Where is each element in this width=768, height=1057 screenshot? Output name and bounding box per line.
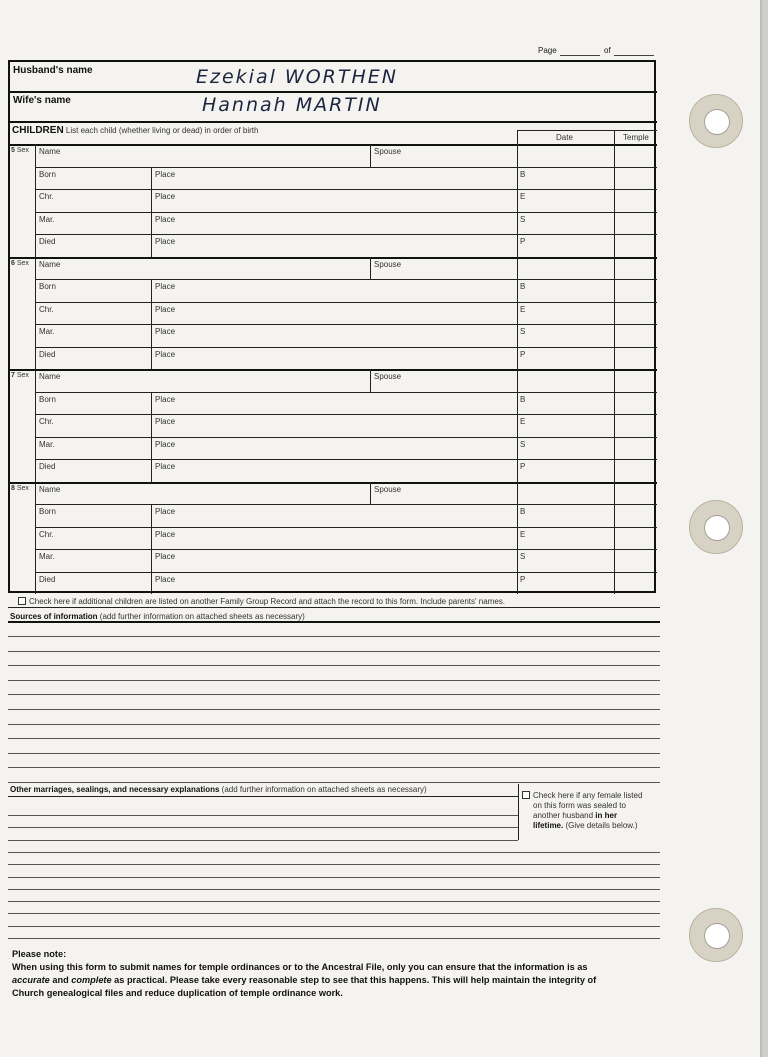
child-spouse-field[interactable] [370, 369, 517, 392]
ordinance-date-field[interactable] [517, 212, 614, 235]
event-place-field[interactable] [151, 527, 517, 550]
please-note [12, 948, 672, 1000]
date-col-left [517, 130, 518, 144]
event-label: Mar. [39, 214, 55, 224]
ordinance-temple-field[interactable] [614, 347, 657, 370]
event-place-label: Place [155, 304, 176, 314]
female-check-line4: (Give details below.) [565, 821, 638, 830]
event-place-field[interactable] [151, 302, 517, 325]
other-marriages-line [8, 889, 660, 890]
other-marriages-line [8, 926, 660, 927]
note-line2 [12, 974, 672, 987]
ordinance-code: B [520, 282, 526, 291]
ordinance-code: E [520, 417, 526, 426]
ordinance-code: E [520, 192, 526, 201]
event-place-label: Place [155, 394, 176, 404]
other-marriages-line [8, 901, 660, 902]
event-date-field[interactable] [35, 572, 151, 595]
event-place-label: Place [155, 169, 176, 179]
ordinance-temple-field[interactable] [614, 212, 657, 235]
event-date-field[interactable] [35, 549, 151, 572]
punch-hole-bottom [689, 908, 743, 962]
ordinance-date-field[interactable] [517, 549, 614, 572]
ordinance-date-field[interactable] [517, 459, 614, 482]
sources-top-rule [8, 621, 660, 623]
event-date-field[interactable] [35, 234, 151, 257]
punch-hole-middle [689, 500, 743, 554]
ordinance-code: B [520, 394, 526, 404]
female-check-line2: on this form was sealed to [533, 801, 626, 810]
other-marriages-line [8, 877, 660, 878]
other-marriages-line [8, 815, 518, 816]
ordinance-code: E [520, 529, 526, 539]
female-sealed-check[interactable] [522, 791, 642, 831]
event-label: Born [39, 394, 56, 404]
female-check-divider [518, 784, 519, 840]
sources-instruction: (add further information on attached sheets as necessary) [99, 612, 305, 621]
event-date-field[interactable] [35, 302, 151, 325]
child-sex-label: Sex [16, 372, 29, 379]
event-date-field[interactable] [35, 212, 151, 235]
ordinance-date-field[interactable] [517, 279, 614, 302]
additional-children-rule [8, 607, 660, 608]
child-spouse-label: Spouse [374, 484, 402, 494]
child-sex-label: Sex [16, 259, 29, 267]
event-place-field[interactable] [151, 437, 517, 460]
event-place-label: Place [155, 439, 176, 449]
child-spouse-field[interactable] [370, 144, 517, 167]
child-number-sex [11, 147, 29, 154]
child-sex-label: Sex [16, 147, 29, 154]
child-name-label: Name [39, 147, 61, 156]
punch-hole-top [689, 94, 743, 148]
event-place-field[interactable] [151, 549, 517, 572]
sources-line [8, 694, 660, 695]
note-complete: complete [71, 975, 112, 985]
event-place-field[interactable] [151, 392, 517, 415]
ordinance-code: B [520, 169, 526, 179]
other-marriages-line [8, 864, 660, 865]
event-label: Mar. [39, 552, 55, 561]
ordinance-temple-field[interactable] [614, 279, 657, 302]
sources-line [8, 724, 660, 725]
female-check-line3-bold: in her [595, 811, 618, 820]
event-place-field[interactable] [151, 212, 517, 235]
child-name-field[interactable] [35, 144, 370, 167]
female-check-line3: another husband [533, 811, 594, 820]
child-name-field[interactable] [35, 482, 370, 505]
child-spouse-label: Spouse [374, 259, 402, 269]
child-spouse-label: Spouse [374, 147, 402, 156]
additional-children-checkbox[interactable] [18, 597, 26, 605]
sources-line [8, 665, 660, 666]
event-label: Born [39, 507, 56, 516]
other-marriages-rule-top [8, 796, 518, 797]
temple-header: Temple [623, 133, 649, 142]
ordinance-temple-field[interactable] [614, 572, 657, 595]
date-header: Date [556, 133, 573, 142]
child-name-label: Name [39, 259, 61, 269]
ordinance-code: B [520, 507, 526, 516]
event-place-field[interactable] [151, 459, 517, 482]
event-place-label: Place [155, 552, 176, 561]
event-label: Mar. [39, 439, 55, 449]
event-place-label: Place [155, 327, 176, 336]
other-marriages-instruction: (add further information on attached sheets as necessary) [221, 785, 427, 794]
child-spouse-label: Spouse [374, 372, 402, 381]
husband-divider [9, 91, 657, 93]
ordinance-temple-field[interactable] [614, 302, 657, 325]
event-place-field[interactable] [151, 324, 517, 347]
wife-divider [9, 121, 657, 123]
child-number-sex [11, 372, 29, 379]
date-header-top [517, 130, 657, 131]
event-label: Died [39, 237, 56, 246]
note-accurate: accurate [12, 975, 50, 985]
note-title: Please note: [12, 949, 67, 959]
ordinance-date-field[interactable] [517, 324, 614, 347]
ordinance-temple-field[interactable] [614, 527, 657, 550]
note-and: and [52, 975, 69, 985]
ordinance-code: P [520, 462, 526, 471]
ordinance-code: P [520, 237, 526, 246]
event-date-field[interactable] [35, 414, 151, 437]
other-marriages-line [8, 827, 518, 828]
husband-label: Husband's name [13, 65, 93, 76]
other-marriages-line [8, 852, 660, 853]
child-name-label: Name [39, 372, 61, 381]
sources-header [10, 612, 305, 621]
note-line2-rest: as practical. Please take every reasonable step to see that this happens. This will help maintain the integrity of [114, 975, 597, 985]
event-place-label: Place [155, 529, 176, 539]
additional-children-text: Check here if additional children are listed on another Family Group Record and attach the record to this form. Include parents' names. [29, 597, 505, 606]
wife-label: Wife's name [13, 95, 71, 106]
event-place-label: Place [155, 192, 176, 201]
ordinance-code: S [520, 552, 526, 561]
sources-title: Sources of information [10, 612, 98, 621]
event-label: Chr. [39, 192, 54, 201]
sources-line [8, 753, 660, 754]
note-line1: When using this form to submit names for temple ordinances or to the Ancestral File, only you can ensure that the information is as [12, 962, 588, 972]
sources-line [8, 680, 660, 681]
ordinance-date-field[interactable] [517, 167, 614, 190]
event-date-field[interactable] [35, 527, 151, 550]
ordinance-code: S [520, 214, 526, 224]
event-place-field[interactable] [151, 167, 517, 190]
other-marriages-line [8, 913, 660, 914]
event-place-field[interactable] [151, 504, 517, 527]
event-date-field[interactable] [35, 189, 151, 212]
other-marriages-line [8, 840, 518, 841]
event-place-label: Place [155, 417, 176, 426]
event-date-field[interactable] [35, 347, 151, 370]
ordinance-temple-field[interactable] [614, 189, 657, 212]
page-total-field[interactable] [614, 55, 654, 56]
ordinance-temple-field[interactable] [614, 504, 657, 527]
additional-children-check[interactable] [18, 597, 505, 606]
other-marriages-line [8, 938, 660, 939]
event-label: Chr. [39, 304, 54, 314]
temple-col-left [614, 130, 615, 144]
child-name-field[interactable] [35, 369, 370, 392]
sources-line [8, 651, 660, 652]
ordinance-date-field[interactable] [517, 572, 614, 595]
event-date-field[interactable] [35, 459, 151, 482]
event-date-field[interactable] [35, 324, 151, 347]
event-place-field[interactable] [151, 347, 517, 370]
sources-line [8, 782, 660, 783]
event-label: Chr. [39, 529, 54, 539]
ordinance-temple-field[interactable] [614, 459, 657, 482]
event-label: Born [39, 169, 56, 179]
child-number-sex [11, 260, 29, 267]
wife-name-value[interactable]: Hannah MARTIN [202, 94, 382, 116]
ordinance-temple-field[interactable] [614, 234, 657, 257]
ordinance-temple-field[interactable] [614, 414, 657, 437]
event-place-label: Place [155, 462, 176, 471]
child-number: 5 [11, 147, 15, 154]
page-of-label: of [604, 46, 611, 55]
event-label: Died [39, 349, 56, 359]
ordinance-code: E [520, 304, 526, 314]
child-spouse-field[interactable] [370, 482, 517, 505]
ordinance-temple-field[interactable] [614, 392, 657, 415]
child-number-sex [11, 485, 29, 492]
note-line3: Church genealogical files and reduce duplication of temple ordinance work. [12, 988, 343, 998]
ordinance-date-field[interactable] [517, 504, 614, 527]
female-check-line1: Check here if any female listed [533, 791, 643, 800]
ordinance-code: S [520, 439, 526, 449]
page-number-field[interactable] [560, 55, 600, 56]
ordinance-date-field[interactable] [517, 347, 614, 370]
page-label: Page [538, 46, 557, 55]
ordinance-date-field[interactable] [517, 234, 614, 257]
husband-name-value[interactable]: Ezekial WORTHEN [196, 66, 398, 88]
other-marriages-header [10, 785, 427, 794]
child-spouse-field[interactable] [370, 257, 517, 280]
child-number: 6 [11, 259, 15, 267]
event-place-label: Place [155, 349, 176, 359]
event-label: Died [39, 462, 56, 471]
female-sealed-checkbox[interactable] [522, 791, 530, 799]
ordinance-code: S [520, 327, 526, 336]
child-sex-label: Sex [16, 484, 29, 492]
female-check-line4-bold: lifetime. [533, 821, 564, 830]
ordinance-date-field[interactable] [517, 392, 614, 415]
sources-line [8, 709, 660, 710]
children-title: CHILDREN [12, 125, 64, 136]
child-number: 8 [11, 484, 15, 492]
event-label: Died [39, 574, 56, 584]
ordinance-temple-field[interactable] [614, 437, 657, 460]
event-place-field[interactable] [151, 189, 517, 212]
ordinance-date-field[interactable] [517, 414, 614, 437]
child-name-label: Name [39, 484, 61, 494]
ordinance-code: P [520, 574, 526, 584]
event-date-field[interactable] [35, 437, 151, 460]
ordinance-temple-field[interactable] [614, 167, 657, 190]
event-place-label: Place [155, 214, 176, 224]
ordinance-code: P [520, 349, 526, 359]
event-label: Mar. [39, 327, 55, 336]
sources-line [8, 636, 660, 637]
ordinance-date-field[interactable] [517, 437, 614, 460]
event-place-field[interactable] [151, 279, 517, 302]
children-header [12, 125, 258, 136]
other-marriages-title: Other marriages, sealings, and necessary explanations [10, 785, 220, 794]
event-date-field[interactable] [35, 279, 151, 302]
sources-line [8, 767, 660, 768]
ordinance-temple-field[interactable] [614, 324, 657, 347]
ordinance-temple-field[interactable] [614, 549, 657, 572]
event-place-field[interactable] [151, 234, 517, 257]
event-place-label: Place [155, 237, 176, 246]
event-date-field[interactable] [35, 392, 151, 415]
event-label: Born [39, 282, 56, 291]
event-place-label: Place [155, 574, 176, 584]
event-place-field[interactable] [151, 572, 517, 595]
sources-line [8, 738, 660, 739]
ordinance-date-field[interactable] [517, 189, 614, 212]
children-instruction: List each child (whether living or dead) in order of birth [65, 126, 259, 135]
event-place-label: Place [155, 507, 176, 516]
child-name-field[interactable] [35, 257, 370, 280]
event-place-label: Place [155, 282, 176, 291]
ordinance-date-field[interactable] [517, 527, 614, 550]
event-date-field[interactable] [35, 504, 151, 527]
ordinance-date-field[interactable] [517, 302, 614, 325]
event-label: Chr. [39, 417, 54, 426]
event-date-field[interactable] [35, 167, 151, 190]
event-place-field[interactable] [151, 414, 517, 437]
child-number: 7 [11, 372, 15, 379]
